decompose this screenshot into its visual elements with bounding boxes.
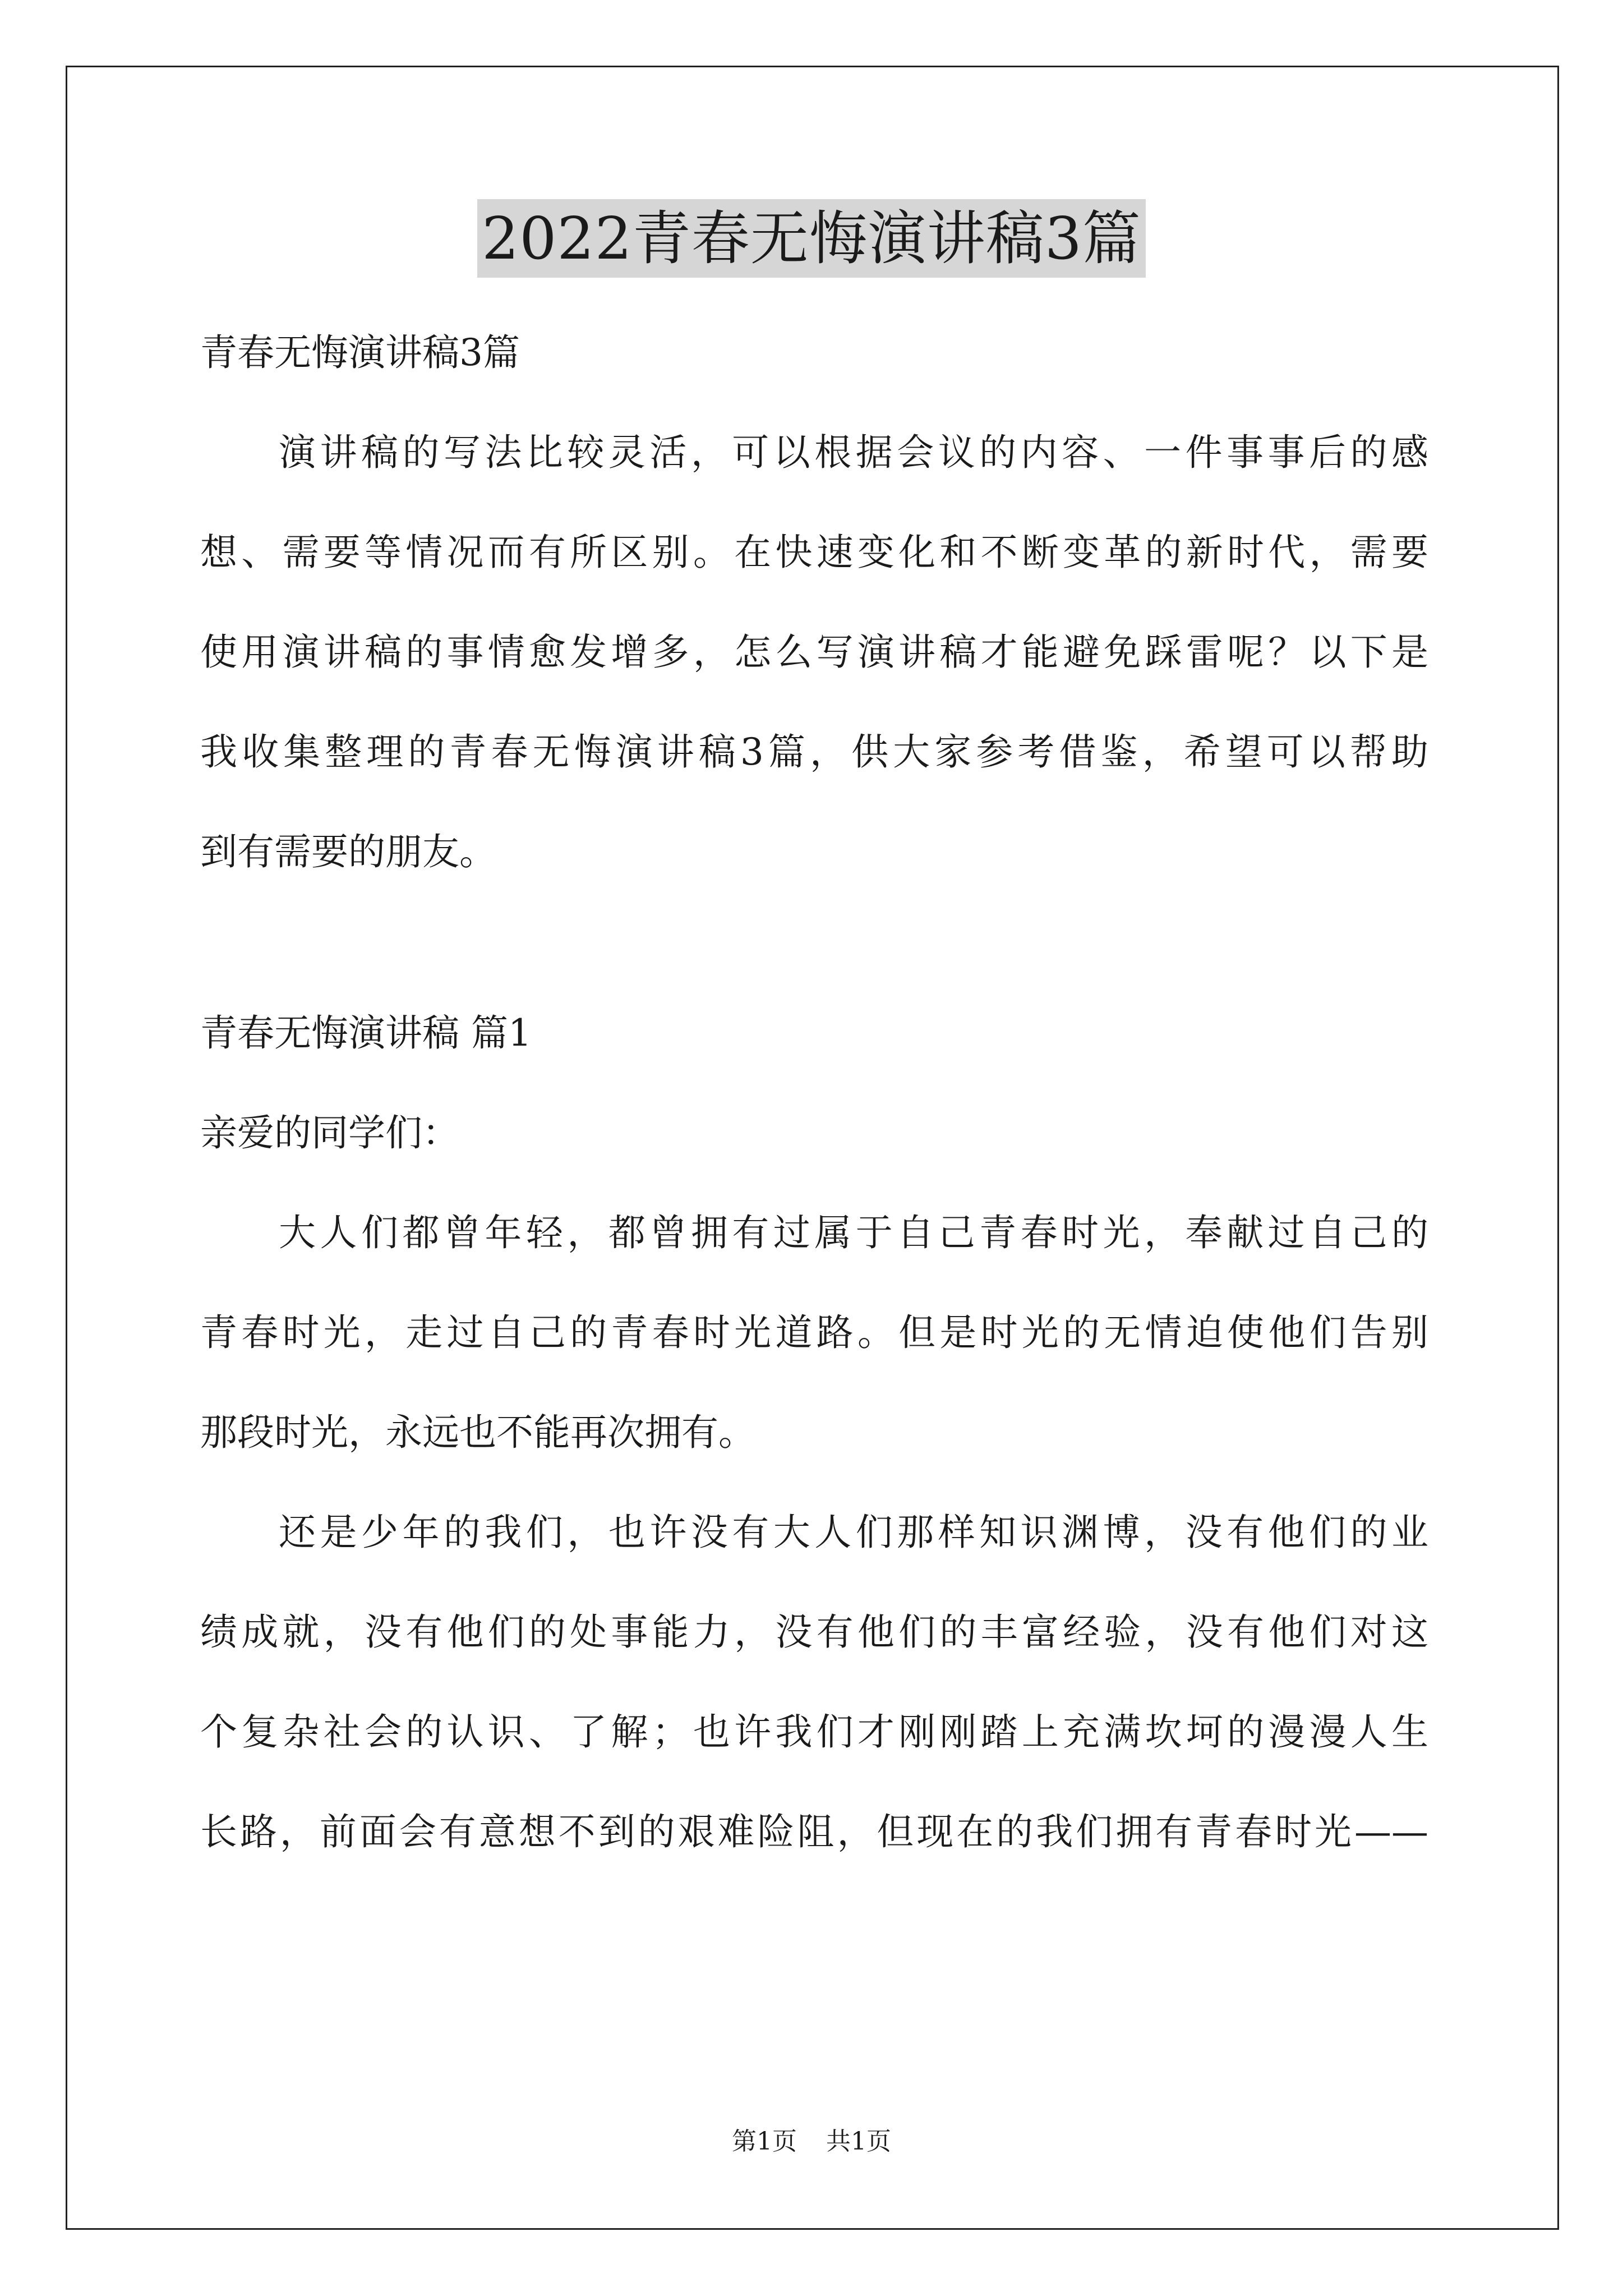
paragraph-line: 那段时光，永远也不能再次拥有。 (200, 1411, 755, 1454)
intro-line: 演讲稿的写法比较灵活，可以根据会议的内容、一件事事后的感 (279, 431, 1428, 474)
paragraph-line: 绩成就，没有他们的处事能力，没有他们的丰富经验，没有他们对这 (200, 1611, 1428, 1654)
paragraph-line: 长路，前面会有意想不到的艰难险阻，但现在的我们拥有青春时光—— (200, 1810, 1428, 1853)
page-footer (0, 2125, 1623, 2159)
greeting: 亲爱的同学们： (200, 1111, 459, 1154)
intro-line: 到有需要的朋友。 (200, 830, 496, 873)
document-body (200, 303, 1428, 1882)
document-title: 2022青春无悔演讲稿3篇 (477, 199, 1146, 278)
paragraph-line: 青春时光，走过自己的青春时光道路。但是时光的无情迫使他们告别 (200, 1311, 1428, 1354)
intro-line: 使用演讲稿的事情愈发增多，怎么写演讲稿才能避免踩雷呢？以下是 (200, 631, 1428, 674)
page-number: 第1页 (732, 2127, 797, 2156)
section-spacer (200, 902, 1428, 983)
paragraph-line: 大人们都曾年轻，都曾拥有过属于自己青春时光，奉献过自己的 (279, 1211, 1428, 1254)
section-heading: 青春无悔演讲稿 篇1 (200, 1011, 532, 1055)
title-container (0, 199, 1623, 278)
page-total: 共1页 (826, 2127, 891, 2156)
intro-line: 想、需要等情况而有所区别。在快速变化和不断变革的新时代，需要 (200, 531, 1428, 574)
subtitle: 青春无悔演讲稿3篇 (200, 331, 520, 374)
intro-line: 我收集整理的青春无悔演讲稿3篇，供大家参考借鉴，希望可以帮助 (200, 730, 1428, 774)
paragraph-line: 个复杂社会的认识、了解；也许我们才刚刚踏上充满坎坷的漫漫人生 (200, 1710, 1428, 1754)
paragraph-line: 还是少年的我们，也许没有大人们那样知识渊博，没有他们的业 (279, 1511, 1428, 1554)
